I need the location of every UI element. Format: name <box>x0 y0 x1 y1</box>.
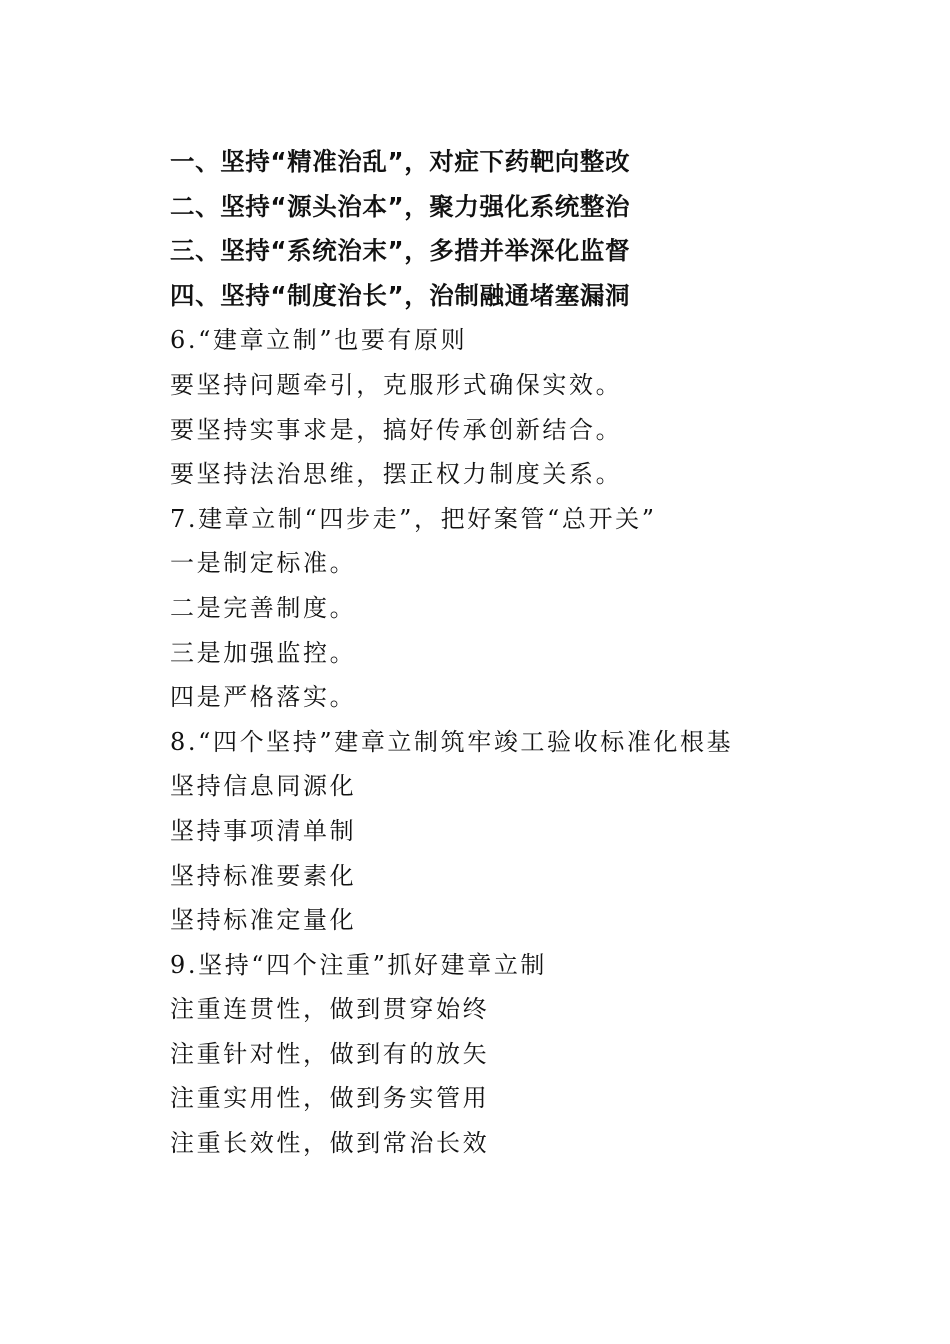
text-line: 坚持信息同源化 <box>170 772 357 801</box>
text-line: 二是完善制度。 <box>170 593 357 622</box>
text-line: 注重连贯性，做到贯穿始终 <box>170 995 490 1024</box>
text-line: 要坚持法治思维，摆正权力制度关系。 <box>170 460 623 489</box>
text-line: 坚持事项清单制 <box>170 816 357 845</box>
text-line: 坚持标准要素化 <box>170 861 357 890</box>
section-title-9: 9.坚持“四个注重”抓好建章立制 <box>170 950 548 979</box>
heading-line-3: 三、坚持“系统治末”，多措并举深化监督 <box>170 236 631 266</box>
heading-line-2: 二、坚持“源头治本”，聚力强化系统整治 <box>170 191 631 221</box>
text-line: 三是加强监控。 <box>170 638 357 667</box>
text-line: 注重实用性，做到务实管用 <box>170 1084 490 1113</box>
section-title-8: 8.“四个坚持”建章立制筑牢竣工验收标准化根基 <box>170 727 734 756</box>
text-line: 一是制定标准。 <box>170 549 357 578</box>
heading-line-1: 一、坚持“精准治乱”，对症下药靶向整改 <box>170 147 631 176</box>
section-title-6: 6.“建章立制”也要有原则 <box>170 326 468 355</box>
text-line: 要坚持问题牵引，克服形式确保实效。 <box>170 370 623 399</box>
text-line: 注重长效性，做到常治长效 <box>170 1129 490 1158</box>
heading-line-4: 四、坚持“制度治长”，治制融通堵塞漏洞 <box>170 280 631 310</box>
document-body <box>170 140 890 1166</box>
text-line: 坚持标准定量化 <box>170 906 357 935</box>
text-line: 要坚持实事求是，搞好传承创新结合。 <box>170 415 623 444</box>
text-line: 四是严格落实。 <box>170 683 357 712</box>
section-title-7: 7.建章立制“四步走”，把好案管“总开关” <box>170 504 657 533</box>
text-line: 注重针对性，做到有的放矢 <box>170 1039 490 1068</box>
